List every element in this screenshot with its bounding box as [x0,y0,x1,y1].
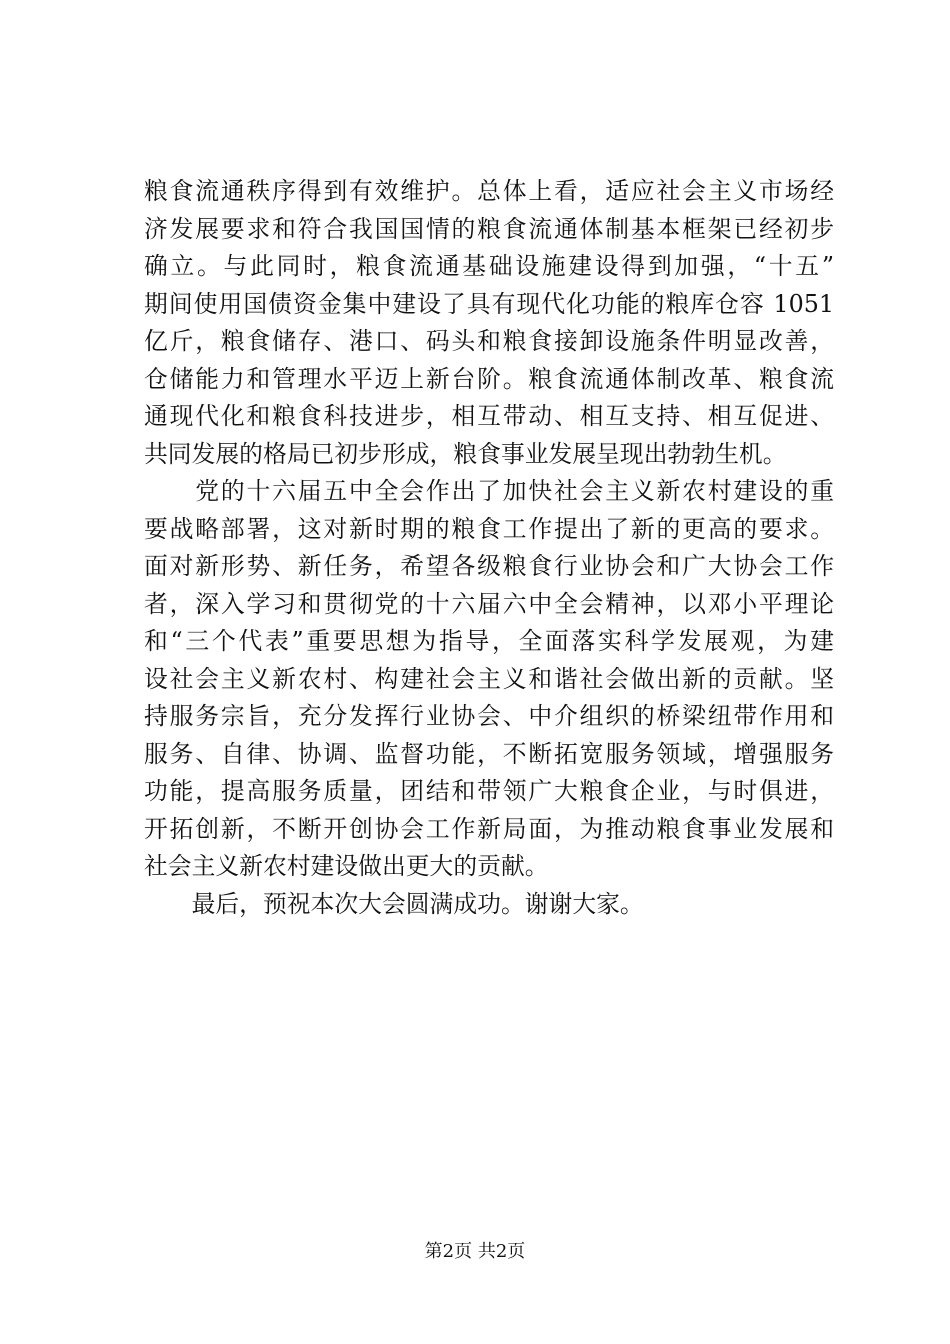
text-line: 和“三个代表”重要思想为指导，全面落实科学发展观，为建 [144,627,834,655]
text-line: 仓储能力和管理水平迈上新台阶。粮食流通体制改革、粮食流 [144,364,834,393]
text-line: 通现代化和粮食科技进步，相互带动、相互支持、相互促进、 [144,402,834,430]
document-body [144,173,834,923]
text-line: 确立。与此同时，粮食流通基础设施建设得到加强，“十五” [144,252,834,280]
text-line: 最后，预祝本次大会圆满成功。谢谢大家。 [144,889,644,918]
page-number-footer: 第2页 共2页 [424,1241,526,1262]
text-line: 党的十六届五中全会作出了加快社会主义新农村建设的重 [144,477,834,505]
text-line: 持服务宗旨，充分发挥行业协会、中介组织的桥梁纽带作用和 [144,702,834,730]
text-line: 面对新形势、新任务，希望各级粮食行业协会和广大协会工作 [144,552,834,580]
text-line: 期间使用国债资金集中建设了具有现代化功能的粮库仓容 1051 [144,289,834,318]
text-line: 社会主义新农村建设做出更大的贡献。 [144,852,549,880]
text-line: 要战略部署，这对新时期的粮食工作提出了新的更高的要求。 [144,514,834,543]
text-line: 开拓创新，不断开创协会工作新局面，为推动粮食事业发展和 [144,814,834,843]
text-line: 济发展要求和符合我国国情的粮食流通体制基本框架已经初步 [144,214,834,243]
text-line: 粮食流通秩序得到有效维护。总体上看，适应社会主义市场经 [144,177,834,205]
text-line: 功能，提高服务质量，团结和带领广大粮食企业，与时俱进， [144,777,834,805]
text-line: 者，深入学习和贯彻党的十六届六中全会精神，以邓小平理论 [144,589,834,618]
text-line: 亿斤，粮食储存、港口、码头和粮食接卸设施条件明显改善， [144,327,834,355]
text-line: 共同发展的格局已初步形成，粮食事业发展呈现出勃勃生机。 [144,439,787,468]
text-line: 服务、自律、协调、监督功能，不断拓宽服务领域，增强服务 [144,739,834,768]
text-line: 设社会主义新农村、构建社会主义和谐社会做出新的贡献。坚 [144,664,834,693]
paragraph-1 [144,173,834,473]
paragraph-2 [144,473,834,886]
paragraph-3 [144,886,834,924]
